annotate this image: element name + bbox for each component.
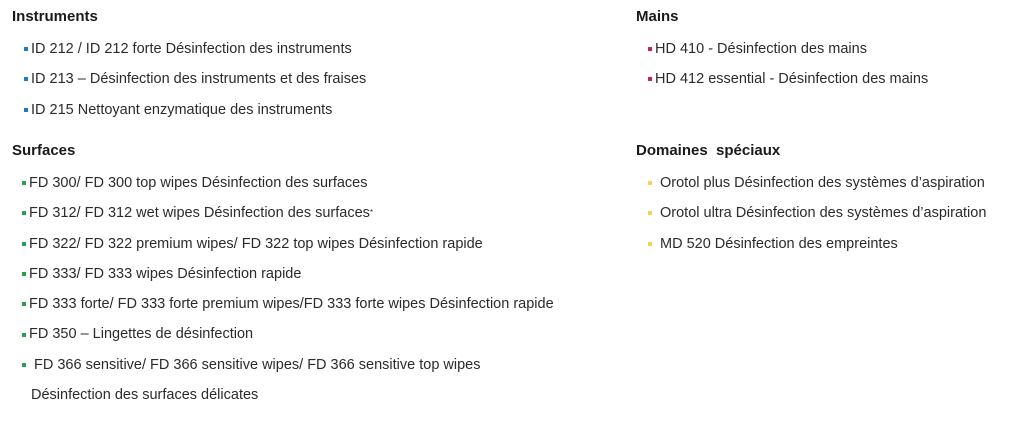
square-bullet-icon <box>648 47 652 51</box>
square-bullet-icon <box>22 302 26 306</box>
mains-section <box>636 8 928 95</box>
list-item: HD 412 essential - Désinfection des mains <box>648 64 928 94</box>
mains-list <box>648 34 928 95</box>
square-bullet-icon <box>22 181 26 185</box>
square-bullet-icon <box>24 47 28 51</box>
domaines-speciaux-section <box>636 142 986 259</box>
instruments-list <box>24 34 366 125</box>
list-item: Orotol plus Désinfection des systèmes d’aspiration <box>648 168 986 198</box>
list-item: FD 333 forte/ FD 333 forte premium wipes/FD 333 forte wipes Désinfection rapide <box>22 289 554 319</box>
mains-heading: Mains <box>636 8 679 25</box>
square-bullet-icon <box>22 242 26 246</box>
square-bullet-icon <box>648 77 652 81</box>
square-bullet-icon <box>22 363 26 367</box>
domaines-heading: Domaines spéciaux <box>636 142 781 159</box>
list-item: MD 520 Désinfection des empreintes <box>648 229 986 259</box>
list-item: FD 300/ FD 300 top wipes Désinfection des surfaces <box>22 168 554 198</box>
list-item: FD 312/ FD 312 wet wipes Désinfection des surfaces * <box>22 198 554 228</box>
square-bullet-icon <box>648 242 652 246</box>
surfaces-heading: Surfaces <box>12 142 76 159</box>
domaines-list <box>648 168 986 259</box>
square-bullet-icon <box>648 181 652 185</box>
list-item: HD 410 - Désinfection des mains <box>648 34 928 64</box>
square-bullet-icon <box>24 108 28 112</box>
list-item: FD 322/ FD 322 premium wipes/ FD 322 top wipes Désinfection rapide <box>22 229 554 259</box>
square-bullet-icon <box>22 211 26 215</box>
instruments-heading: Instruments <box>12 8 98 25</box>
surfaces-list <box>22 168 554 380</box>
list-item: FD 366 sensitive/ FD 366 sensitive wipes/ FD 366 sensitive top wipes <box>22 350 554 380</box>
instruments-section <box>12 8 366 125</box>
square-bullet-icon <box>648 211 652 215</box>
square-bullet-icon <box>24 77 28 81</box>
surfaces-section <box>12 142 554 410</box>
list-item: ID 212 / ID 212 forte Désinfection des instruments <box>24 34 366 64</box>
list-item: FD 350 – Lingettes de désinfection <box>22 319 554 349</box>
square-bullet-icon <box>22 272 26 276</box>
surfaces-continuation-text: Désinfection des surfaces délicates <box>31 387 259 404</box>
list-item: FD 333/ FD 333 wipes Désinfection rapide <box>22 259 554 289</box>
list-item: ID 215 Nettoyant enzymatique des instruments <box>24 95 366 125</box>
list-item: ID 213 – Désinfection des instruments et des fraises <box>24 64 366 94</box>
square-bullet-icon <box>22 333 26 337</box>
list-item: Orotol ultra Désinfection des systèmes d’aspiration <box>648 198 986 228</box>
